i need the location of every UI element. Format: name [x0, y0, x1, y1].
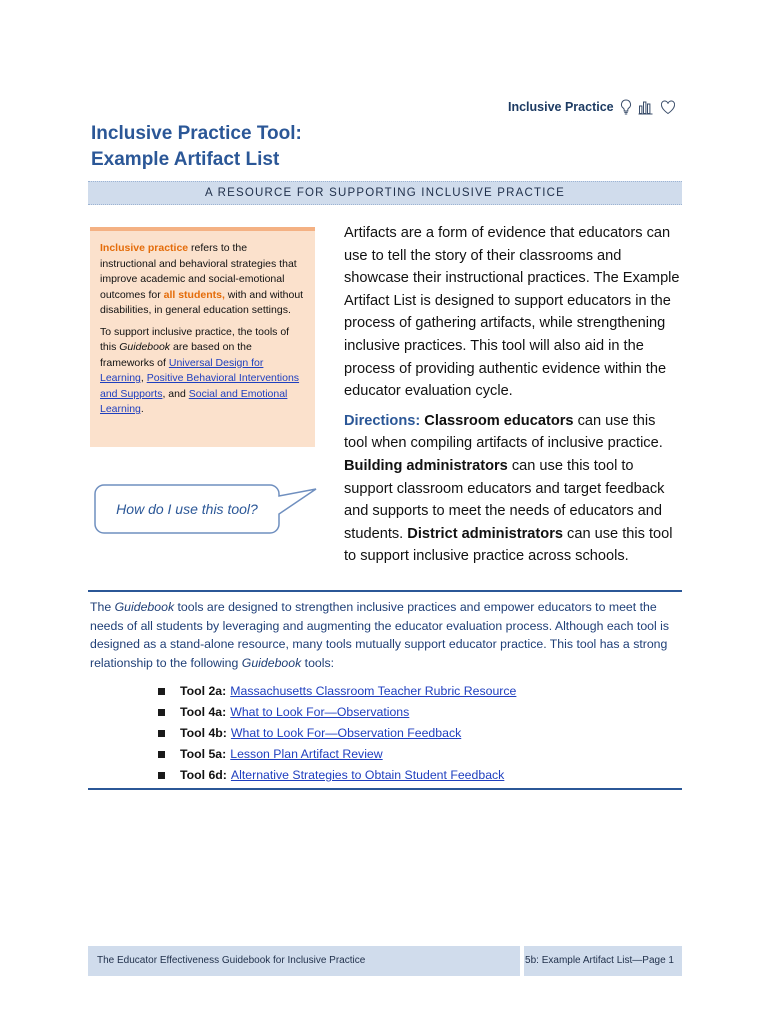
- directions-text-1: can use this tool when compiling artifacts of inclusive practice.: [344, 412, 663, 452]
- role-district-administrators: District administrators: [407, 525, 563, 542]
- directions-text-3: can use this tool to support inclusive practice across schools.: [344, 525, 673, 565]
- related-text-b: tools are designed to strengthen inclusive practices and empower educators to meet the needs of all students by leveraging and augmenting the educator evaluation process. Although each tool is designed as a stand-alone resource, many tools mutually support educator practice. This tool has a strong relationship to the following: [90, 600, 670, 670]
- definition-text-a: refers to the instructional and behavioral strategies that improve academic and social-emotional outcomes for: [100, 242, 297, 301]
- related-text-c: tools:: [301, 655, 335, 670]
- list-item: [158, 744, 682, 765]
- tool-label: Tool 2a:: [180, 684, 227, 698]
- link-tool-2a[interactable]: Massachusetts Classroom Teacher Rubric Resource: [230, 684, 517, 698]
- square-bullet-icon: [158, 730, 165, 737]
- page-title: [91, 121, 302, 173]
- lightbulb-icon: [620, 99, 632, 115]
- square-bullet-icon: [158, 751, 165, 758]
- square-bullet-icon: [158, 688, 165, 695]
- guidebook-italic-2: Guidebook: [241, 655, 302, 670]
- guidebook-italic: Guidebook: [119, 341, 171, 353]
- related-tools-section: [88, 590, 682, 790]
- directions-paragraph: [344, 410, 682, 568]
- square-bullet-icon: [158, 772, 165, 779]
- link-tool-5a[interactable]: Lesson Plan Artifact Review: [230, 747, 383, 761]
- definition-paragraph: [100, 241, 305, 319]
- link-tool-4b[interactable]: What to Look For—Observation Feedback: [230, 726, 462, 740]
- definition-sidebar: [90, 227, 315, 447]
- tool-label: Tool 4b:: [180, 726, 227, 740]
- separator-2: , and: [162, 387, 189, 400]
- guidebook-italic-1: Guidebook: [114, 600, 175, 614]
- tool-label: Tool 4a:: [180, 705, 227, 719]
- title-line-1: Inclusive Practice Tool:: [91, 123, 302, 144]
- role-classroom-educators: Classroom educators: [424, 412, 574, 429]
- link-universal-design[interactable]: Universal Design for Learning: [100, 356, 264, 384]
- separator-1: ,: [140, 372, 147, 384]
- tool-label: Tool 6d:: [180, 768, 227, 782]
- page-footer: [88, 946, 682, 976]
- list-item: [158, 723, 682, 744]
- tool-label: Tool 5a:: [180, 747, 227, 761]
- related-intro: [90, 598, 680, 672]
- footer-guidebook-title: The Educator Effectiveness Guidebook for Inclusive Practice: [88, 946, 520, 976]
- main-content: [344, 222, 682, 575]
- footer-page-label: 5b: Example Artifact List—Page 1: [524, 946, 682, 976]
- bubble-text: How do I use this tool?: [116, 501, 258, 517]
- how-to-use-bubble[interactable]: [94, 484, 280, 534]
- term-inclusive-practice: Inclusive practice: [100, 242, 189, 254]
- definition-text-b: with and without disabilities, in general education settings.: [100, 288, 304, 316]
- resource-banner: A RESOURCE FOR SUPPORTING INCLUSIVE PRACTICE: [88, 181, 682, 205]
- square-bullet-icon: [158, 709, 165, 716]
- list-item: [158, 702, 682, 723]
- link-tool-6d[interactable]: Alternative Strategies to Obtain Student Feedback: [230, 768, 505, 782]
- list-item: [158, 765, 682, 786]
- title-line-2: Example Artifact List: [91, 149, 280, 170]
- tool-list: [158, 681, 682, 786]
- link-tool-4a[interactable]: What to Look For—Observations: [230, 705, 410, 719]
- bar-chart-icon: [638, 99, 654, 115]
- list-item: [158, 681, 682, 702]
- related-text-a: The: [90, 600, 115, 614]
- frameworks-text-b: are based on the frameworks of: [100, 341, 252, 369]
- heart-icon: [660, 100, 676, 115]
- header-brand: [508, 97, 693, 117]
- emphasis-all-students: all students,: [163, 288, 225, 301]
- directions-text-2: can use this tool to support classroom educators and target feedback and supports to meet the needs of educators and students.: [344, 457, 665, 542]
- role-building-administrators: Building administrators: [344, 457, 508, 474]
- directions-label: Directions:: [344, 412, 421, 429]
- link-social-emotional[interactable]: Social and Emotional Learning: [100, 387, 288, 415]
- frameworks-end: .: [140, 403, 144, 415]
- frameworks-paragraph: [100, 325, 305, 418]
- frameworks-text-a: To support inclusive practice, the tools of this: [100, 325, 290, 353]
- link-positive-behavioral[interactable]: Positive Behavioral Interventions and Supports: [100, 372, 300, 400]
- intro-paragraph: Artifacts are a form of evidence that educators can use to tell the story of their classrooms and showcase their instructional practices. The Example Artifact List is designed to support educators in the process of gathering artifacts, while strengthening inclusive practices. This tool will also aid in the process of providing authentic evidence within the educator evaluation cycle.: [344, 225, 680, 400]
- brand-title: Inclusive Practice: [508, 100, 614, 114]
